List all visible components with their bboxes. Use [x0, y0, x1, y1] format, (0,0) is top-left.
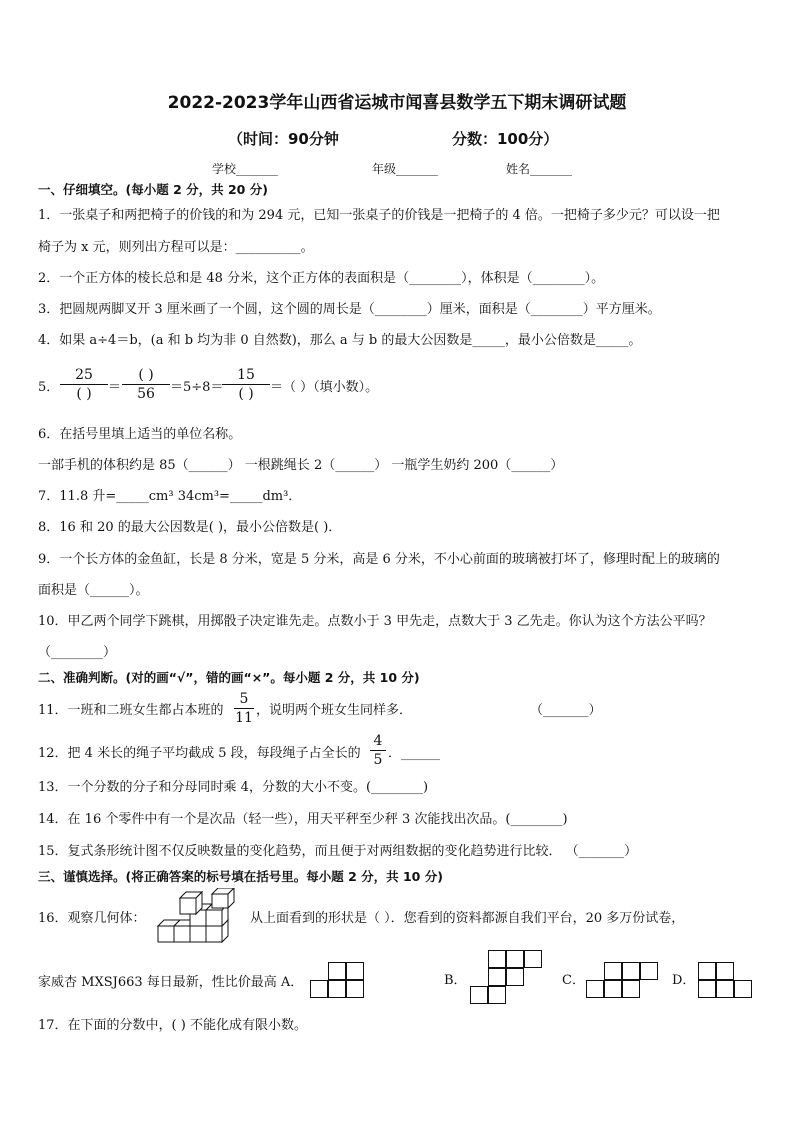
- question-5-prefix: 5．: [38, 380, 60, 395]
- option-b-grid: [470, 950, 550, 1010]
- fraction-denominator: 56: [137, 386, 155, 402]
- question-15: 15．复式条形统计图不仅反映数量的变化趋势，而且便于对两组数据的变化趋势进行比较． （_______）: [38, 844, 638, 859]
- grade-field: 年级_______: [372, 162, 439, 176]
- question-5-middle: ＝5÷8＝: [170, 380, 224, 395]
- question-11-prefix: 11．一班和二班女生都占本班的: [38, 703, 224, 718]
- question-12-fraction: [370, 732, 386, 769]
- question-10-line-1: 10．甲乙两个同学下跳棋，用掷骰子决定谁先走。点数小于 3 甲先走，点数大于 3 乙先走。你认为这个方法公平吗？: [38, 614, 712, 629]
- fraction-numerator: ( ): [138, 367, 154, 383]
- question-5-end: ＝（ ）（填小数）。: [270, 380, 379, 395]
- grid-cell: [328, 980, 346, 998]
- time-label: （时间：90分钟: [228, 130, 339, 148]
- grid-cell: [310, 980, 328, 998]
- grid-cell: [488, 950, 506, 968]
- grid-cell: [586, 980, 604, 998]
- option-c-label: C．: [562, 973, 585, 988]
- grid-cell: [716, 962, 734, 980]
- grid-cell: [524, 950, 542, 968]
- question-1-line-1: 1．一张桌子和两把椅子的价钱的和为 294 元，已知一张桌子的价钱是一把椅子的 4 倍。一把椅子多少元？可以设一把: [38, 208, 720, 223]
- question-12-prefix: 12．把 4 米长的绳子平均截成 5 段，每段绳子占全长的: [38, 746, 361, 761]
- grid-cell: [488, 968, 506, 986]
- question-10-line-2: （________）: [38, 645, 117, 660]
- option-a-grid: [310, 962, 390, 1002]
- question-6-line-2: 一部手机的体积约是 85（______） 一根跳绳长 2（______） 一瓶学生奶约 200（______）: [38, 458, 564, 473]
- section-heading-fill: 一、仔细填空。(每小题 2 分，共 20 分): [38, 182, 268, 197]
- fraction-numerator: 15: [237, 367, 255, 383]
- grid-cell: [488, 986, 506, 1004]
- question-5-fraction-2: [122, 366, 170, 403]
- grid-cell: [698, 962, 716, 980]
- question-11-answer: （_______）: [530, 703, 602, 718]
- question-12-suffix: ．______: [388, 746, 441, 761]
- score-label: 分数：100分）: [452, 130, 559, 148]
- option-b-label: B．: [444, 973, 467, 988]
- question-1-line-2: 椅子为 x 元，则列出方程可以是：__________。: [38, 240, 314, 255]
- grid-cell: [604, 980, 622, 998]
- name-field: 姓名_______: [506, 162, 573, 176]
- question-4: 4．如果 a÷4＝b，(a 和 b 均为非 0 自然数)，那么 a 与 b 的最大公因数是_____，最小公倍数是_____。: [38, 333, 642, 348]
- question-13: 13．一个分数的分子和分母同时乘 4，分数的大小不变。(________): [38, 780, 429, 795]
- grid-cell: [622, 980, 640, 998]
- grid-cell: [698, 980, 716, 998]
- question-3: 3．把圆规两脚叉开 3 厘米画了一个圆，这个圆的周长是（________）厘米，面积是（________）平方厘米。: [38, 302, 661, 317]
- question-6-line-1: 6．在括号里填上适当的单位名称。: [38, 427, 242, 442]
- option-c-grid: [586, 962, 666, 1002]
- question-7: 7．11.8 升=_____cm³ 34cm³=_____dm³．: [38, 489, 302, 504]
- question-2: 2．一个正方体的棱长总和是 48 分米，这个正方体的表面积是（________），体积是（________）。: [38, 271, 605, 286]
- grid-cell: [328, 962, 346, 980]
- question-5-fraction-1: [60, 366, 108, 403]
- grid-cell: [346, 962, 364, 980]
- option-d-grid: [698, 962, 758, 1002]
- grid-cell: [716, 980, 734, 998]
- question-9-line-1: 9．一个长方体的金鱼缸，长是 8 分米，宽是 5 分米，高是 6 分米，不小心前面的玻璃被打坏了，修理时配上的玻璃的: [38, 552, 720, 567]
- fraction-denominator: 5: [373, 752, 383, 768]
- question-5-fraction-3: [222, 366, 270, 403]
- grid-cell: [622, 962, 640, 980]
- grid-cell: [640, 962, 658, 980]
- grid-cell: [506, 968, 524, 986]
- question-9-line-2: 面积是（______）。: [38, 583, 149, 598]
- section-heading-judge: 二、准确判断。(对的画“√”，错的画“×”。每小题 2 分，共 10 分): [38, 670, 420, 685]
- fraction-denominator: ( ): [238, 386, 254, 402]
- exam-title: 2022-2023学年山西省运城市闻喜县数学五下期末调研试题: [167, 93, 627, 113]
- question-11-fraction: [234, 690, 254, 727]
- question-16-prefix: 16．观察几何体：: [38, 911, 146, 926]
- section-heading-choice: 三、谨慎选择。(将正确答案的标号填在括号里。每小题 2 分，共 10 分): [38, 869, 443, 884]
- option-d-label: D．: [672, 973, 696, 988]
- grid-cell: [506, 950, 524, 968]
- fraction-denominator: 11: [235, 710, 253, 726]
- grid-cell: [604, 962, 622, 980]
- question-8: 8．16 和 20 的最大公因数是( )，最小公倍数是( )．: [38, 520, 342, 535]
- fraction-numerator: 25: [75, 367, 93, 383]
- fraction-denominator: ( ): [76, 386, 92, 402]
- cube-solid-figure-icon: [154, 888, 246, 946]
- question-11-suffix: ，说明两个班女生同样多．: [256, 703, 413, 718]
- grid-cell: [734, 980, 752, 998]
- question-16-line-2: 家威杏 MXSJ663 每日最新，性比价最高 A．: [38, 975, 304, 990]
- school-field: 学校_______: [212, 162, 279, 176]
- question-14: 14．在 16 个零件中有一个是次品（轻一些），用天平秤至少秤 3 次能找出次品。(________): [38, 812, 568, 827]
- question-16-suffix: 从上面看到的形状是（ ）．您看到的资料都源自我们平台，20 多万份试卷，: [250, 911, 685, 926]
- grid-cell: [470, 986, 488, 1004]
- question-5-equals: ＝: [108, 380, 122, 395]
- grid-cell: [346, 980, 364, 998]
- fraction-numerator: 5: [239, 691, 249, 707]
- question-17: 17．在下面的分数中，( ) 不能化成有限小数。: [38, 1018, 307, 1033]
- fraction-numerator: 4: [373, 733, 383, 749]
